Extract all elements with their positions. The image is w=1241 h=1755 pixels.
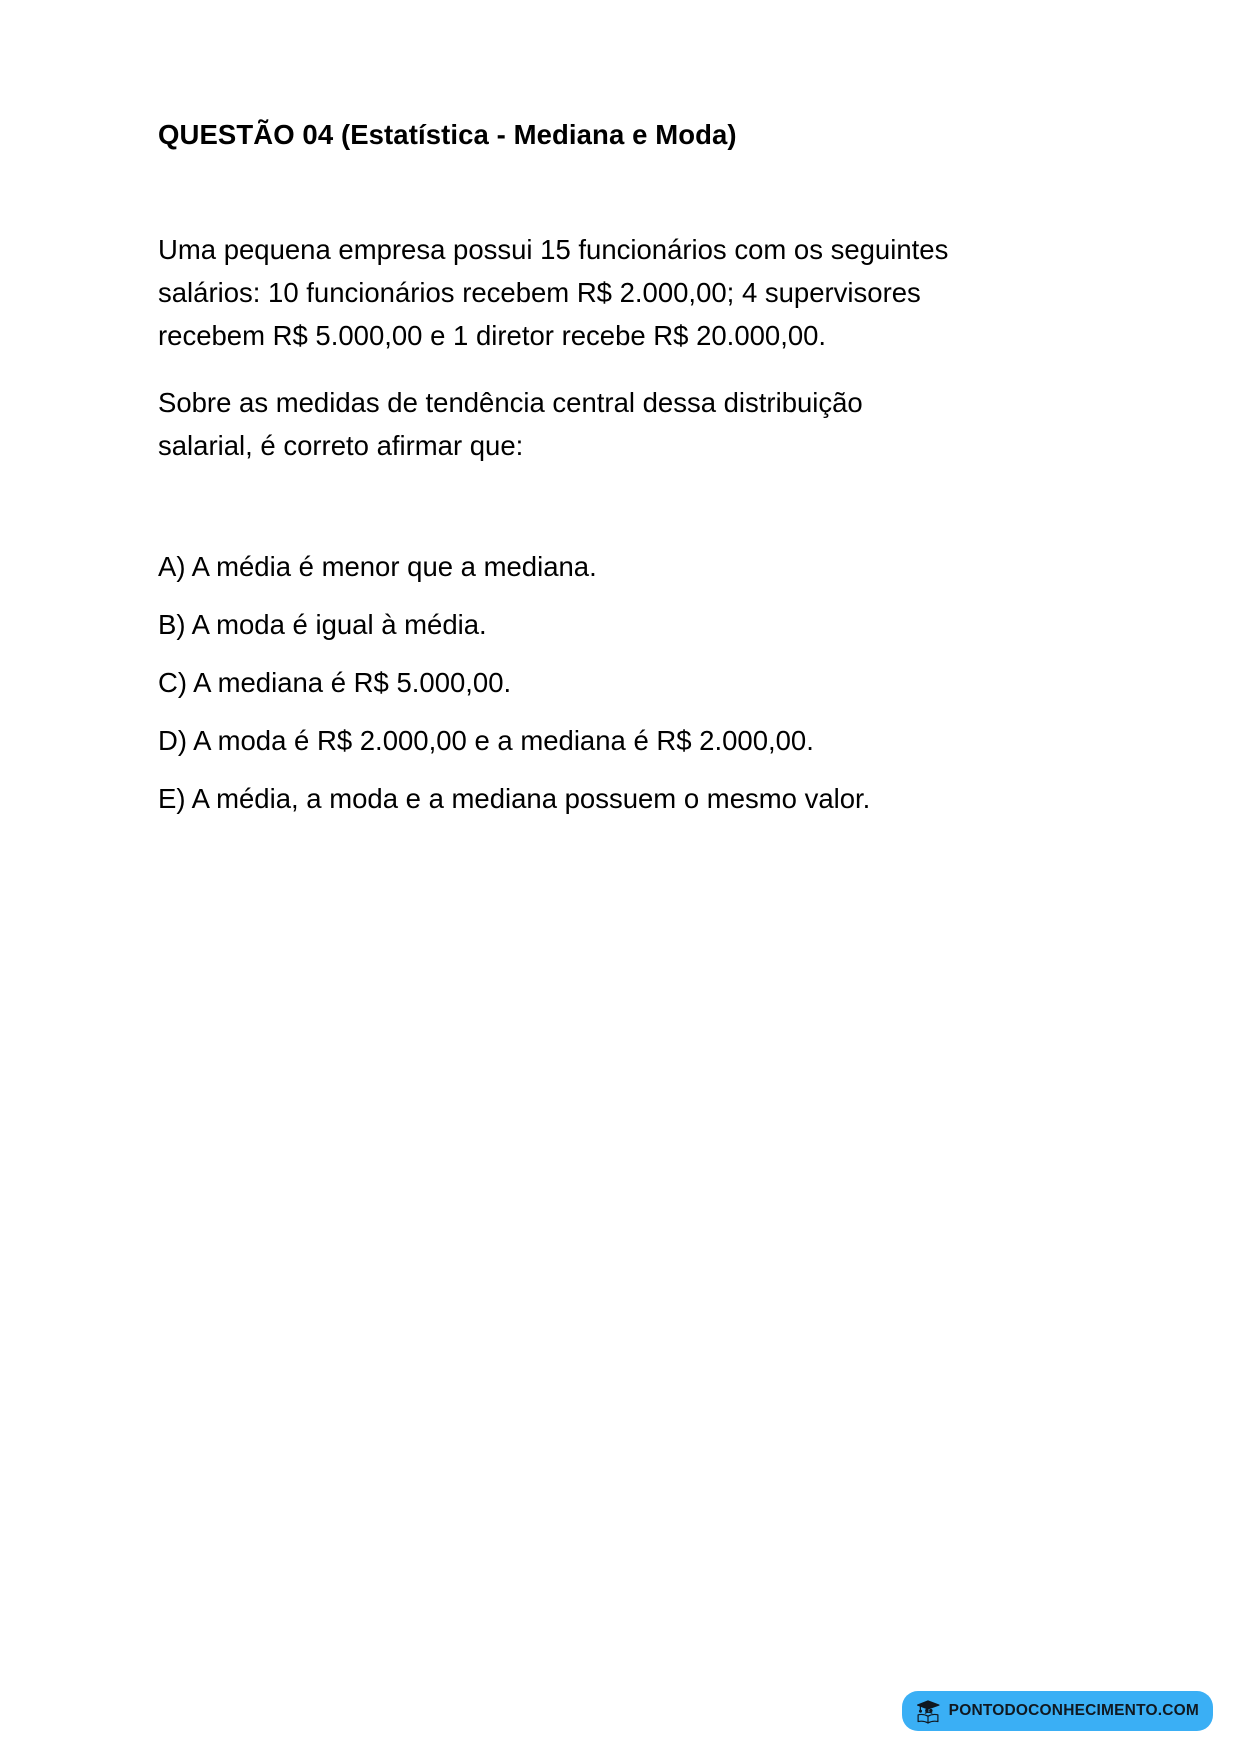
answer-option-d[interactable]: D) A moda é R$ 2.000,00 e a mediana é R$ 2.000,00. — [158, 725, 814, 757]
answer-option-e[interactable]: E) A média, a moda e a mediana possuem o mesmo valor. — [158, 783, 871, 815]
page-title: QUESTÃO 04 (Estatística - Mediana e Moda) — [158, 119, 737, 150]
statement-paragraph-2: Sobre as medidas de tendência central dessa distribuição salarial, é correto afirmar que: — [158, 387, 863, 462]
statement-spacer — [158, 357, 958, 381]
watermark-badge[interactable] — [902, 1691, 1213, 1731]
question-content — [158, 118, 958, 820]
graduation-book-icon — [914, 1698, 942, 1724]
answer-option-a[interactable]: A) A média é menor que a mediana. — [158, 551, 597, 583]
statement-paragraph-1: Uma pequena empresa possui 15 funcionários com os seguintes salários: 10 funcionários recebem R$ 2.000,00; 4 supervisores recebem R$ 5.000,00 e 1 diretor recebe R$ 20.000,00. — [158, 234, 949, 352]
answer-options-list — [158, 545, 958, 820]
title-spacer — [158, 152, 958, 228]
answer-option-c[interactable]: C) A mediana é R$ 5.000,00. — [158, 667, 512, 699]
watermark-label: PONTODOCONHECIMENTO.COM — [948, 1702, 1199, 1719]
answer-option-b[interactable]: B) A moda é igual à média. — [158, 609, 487, 641]
options-spacer — [158, 467, 958, 545]
